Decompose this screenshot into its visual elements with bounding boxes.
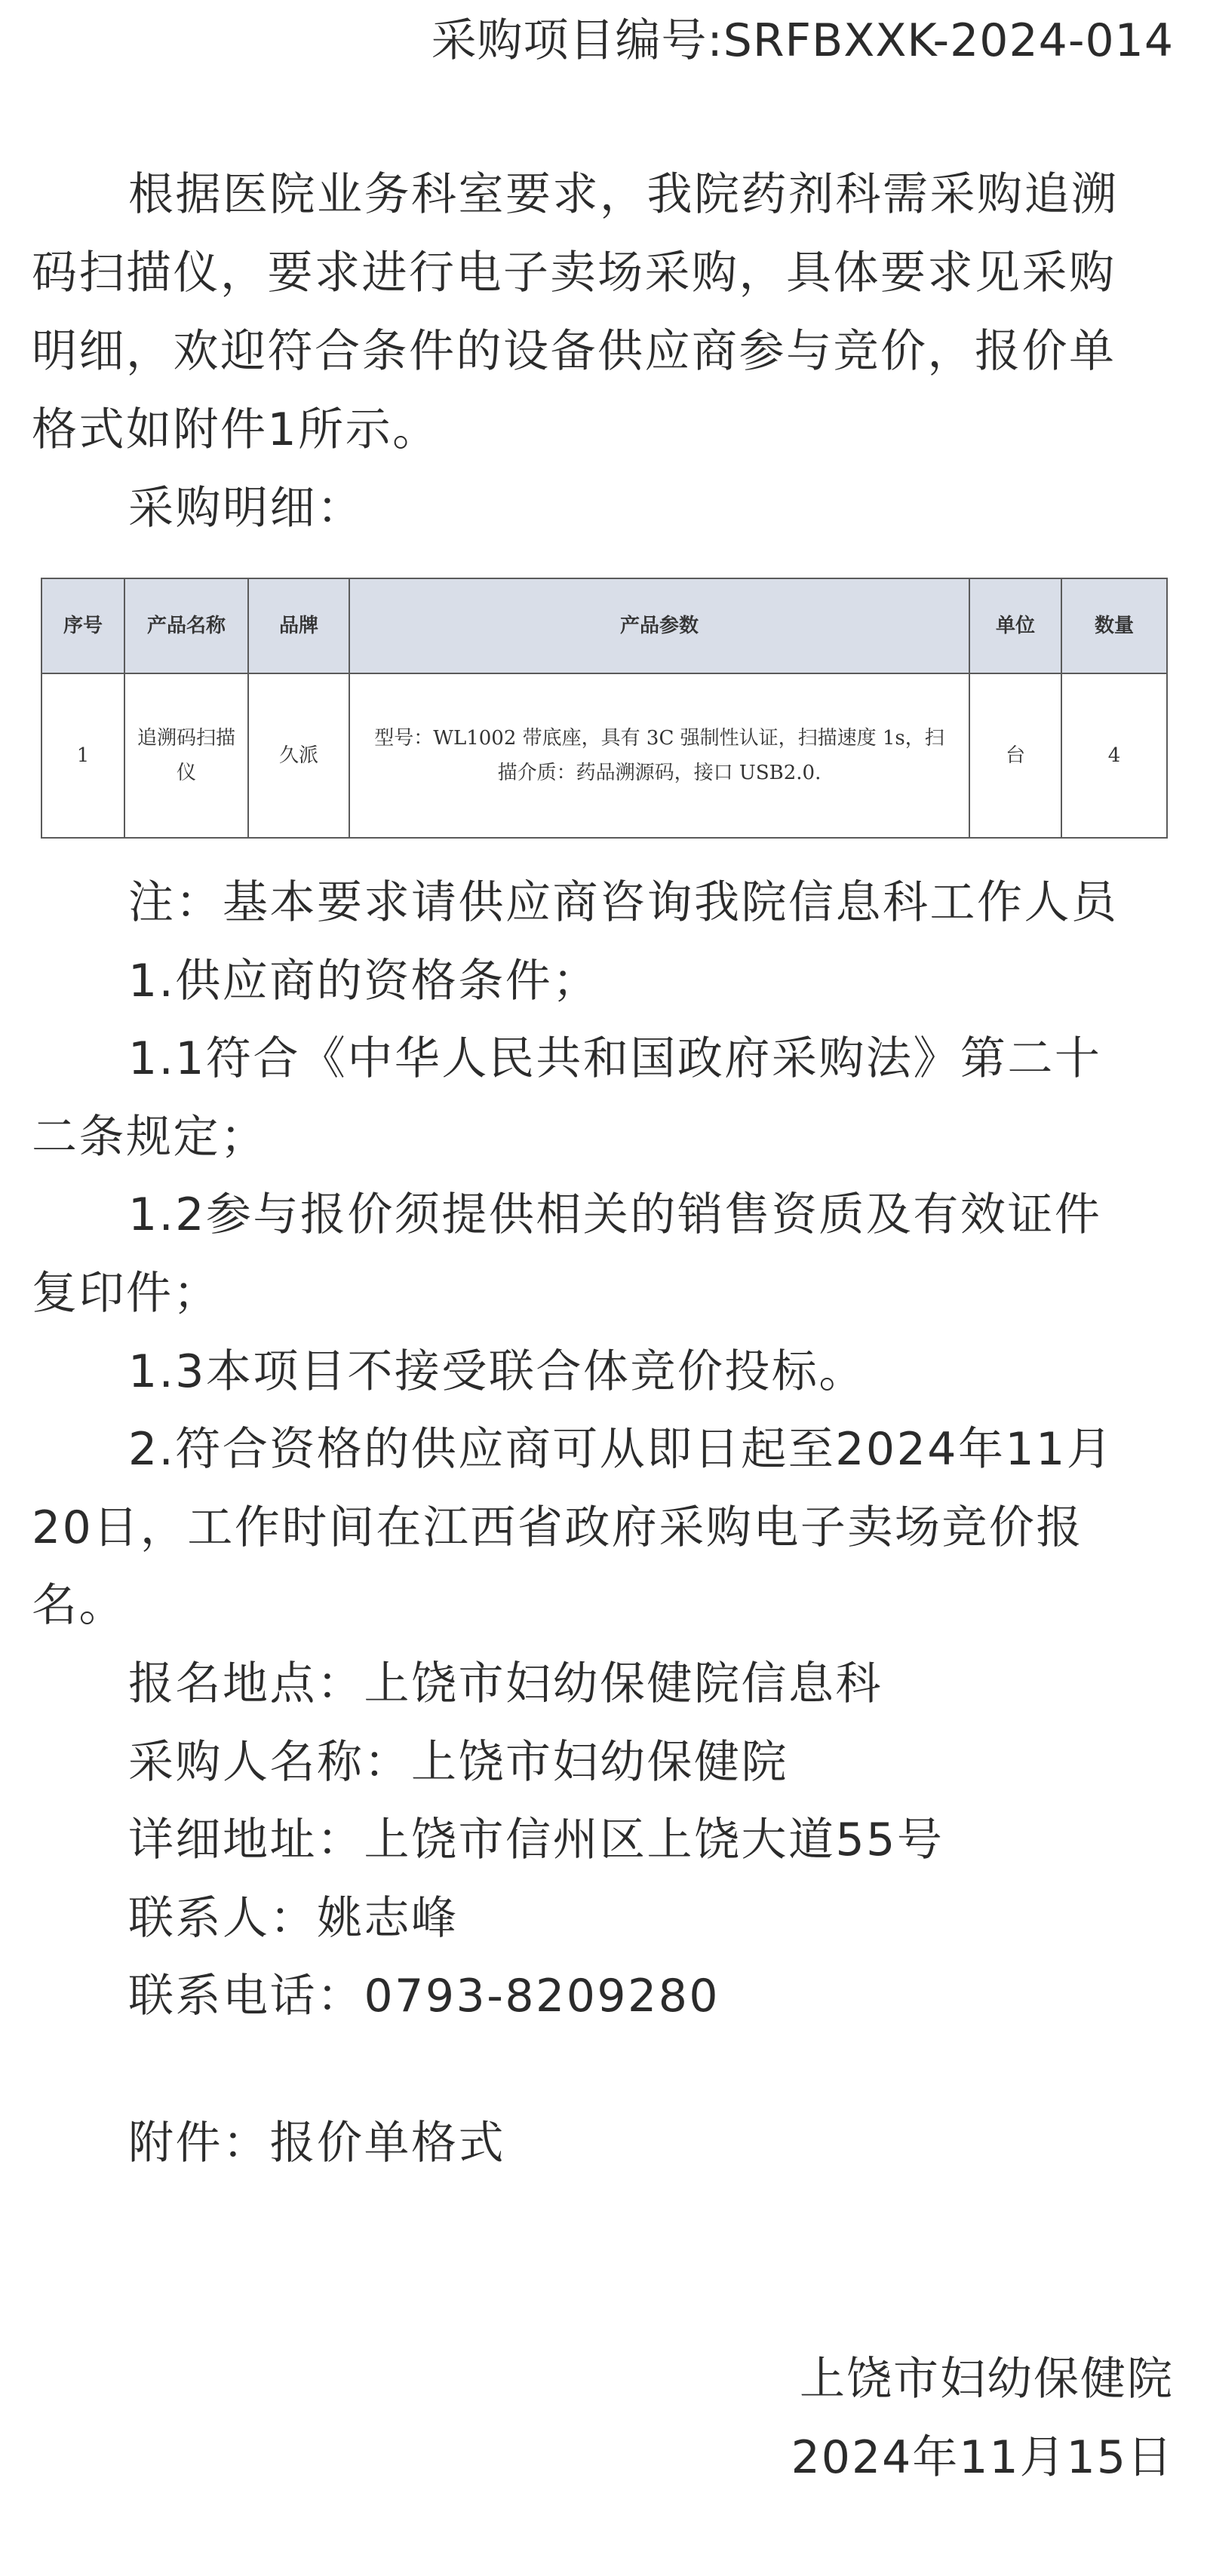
project-number: 采购项目编号:SRFBXXK-2024-014 (431, 14, 1174, 67)
header-unit: 单位 (969, 578, 1061, 673)
intro-line: 格式如附件1所示。 (32, 403, 440, 456)
notes-line: 注：基本要求请供应商咨询我院信息科工作人员 (128, 876, 1119, 929)
contact-phone: 联系电话：0793-8209280 (128, 1970, 720, 2023)
detail-heading: 采购明细： (128, 482, 364, 535)
table-row (41, 673, 1167, 838)
notes-line: 2.符合资格的供应商可从即日起至2024年11月 (128, 1423, 1114, 1477)
intro-line: 明细，欢迎符合条件的设备供应商参与竞价，报价单 (32, 325, 1116, 378)
header-product-name: 产品名称 (124, 578, 248, 673)
procurement-detail-table (41, 578, 1168, 839)
product-name-line: 追溯码扫描 (137, 727, 235, 750)
header-product-params: 产品参数 (349, 578, 969, 673)
attachment-line: 附件：报价单格式 (128, 2117, 505, 2170)
notes-section (32, 864, 1175, 2036)
cell-product-params (349, 673, 969, 838)
cell-unit: 台 (969, 673, 1061, 838)
product-name-line: 仪 (176, 762, 196, 784)
notes-line: 1.2参与报价须提供相关的销售资质及有效证件 (128, 1188, 1102, 1242)
notes-line: 1.供应商的资格条件； (128, 954, 600, 1007)
cell-product-name (124, 673, 248, 838)
product-params-line: 型号：WL1002 带底座，具有 3C 强制性认证，扫描速度 1s，扫 (374, 727, 944, 750)
signature-block (791, 2340, 1174, 2497)
notes-line: 20日，工作时间在江西省政府采购电子卖场竞价报 (32, 1501, 1083, 1554)
notes-line: 1.3本项目不接受联合体竞价投标。 (128, 1345, 866, 1398)
contact-person: 联系人：姚志峰 (128, 1891, 459, 1945)
cell-quantity: 4 (1061, 673, 1167, 838)
intro-line: 根据医院业务科室要求，我院药剂科需采购追溯 (128, 168, 1119, 221)
signature-date: 2024年11月15日 (791, 2431, 1174, 2484)
cell-brand: 久派 (248, 673, 349, 838)
table-header-row (41, 578, 1167, 673)
notes-line: 1.1符合《中华人民共和国政府采购法》第二十 (128, 1032, 1102, 1086)
cell-no: 1 (41, 673, 124, 838)
detailed-address: 详细地址：上饶市信州区上饶大道55号 (128, 1814, 944, 1867)
product-params-line: 描介质：药品溯源码，接口 USB2.0. (497, 762, 822, 784)
signature-org: 上饶市妇幼保健院 (800, 2353, 1174, 2406)
header-no: 序号 (41, 578, 124, 673)
registration-location: 报名地点：上饶市妇幼保健院信息科 (128, 1657, 883, 1710)
notes-line: 二条规定； (32, 1110, 268, 1164)
header-quantity: 数量 (1061, 578, 1167, 673)
notes-line: 复印件； (32, 1266, 220, 1320)
intro-section (32, 155, 1175, 547)
intro-line: 码扫描仪，要求进行电子卖场采购，具体要求见采购 (32, 247, 1116, 299)
purchaser-name: 采购人名称：上饶市妇幼保健院 (128, 1735, 788, 1789)
attachment-section (32, 2104, 505, 2182)
notes-line: 名。 (32, 1579, 126, 1633)
header-brand: 品牌 (248, 578, 349, 673)
